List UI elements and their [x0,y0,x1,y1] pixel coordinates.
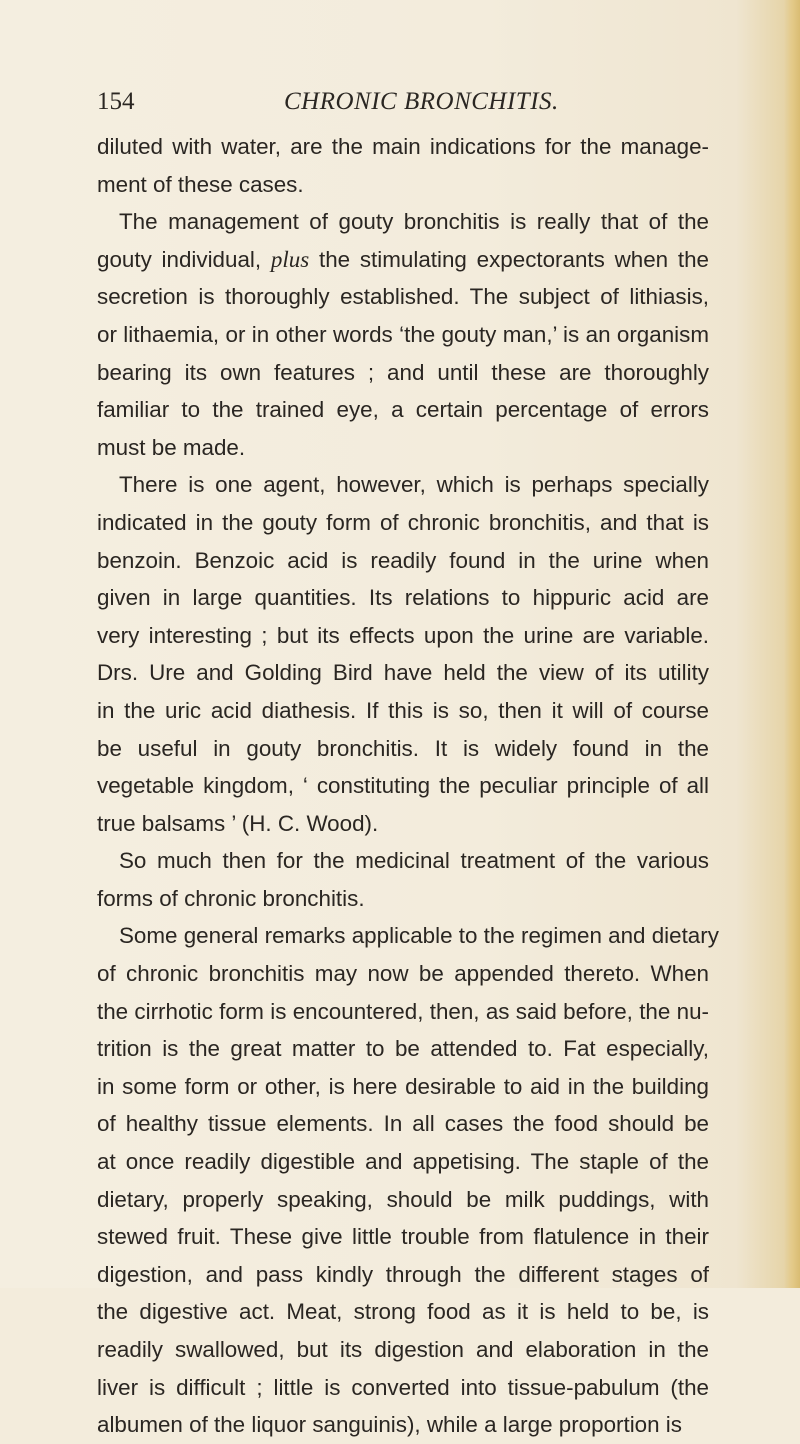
text-line: or lithaemia, or in other words ‘the gouty man,’ is an organism [97,321,709,347]
paragraph-start-line: Some general remarks applicable to the regimen and dietary [119,923,719,949]
page-header [97,88,707,124]
text-line: stewed fruit. These give little trouble from flatulence in their [97,1224,709,1250]
text-line: of healthy tissue elements. In all cases the food should be [97,1111,709,1137]
running-head: CHRONIC BRONCHITIS. [284,88,559,115]
text-line [97,241,709,279]
text-line: trition is the great matter to be attended to. Fat especially, [97,1036,709,1062]
text-line: in the uric acid diathesis. If this is so, then it will of course [97,697,709,723]
text-line: ment of these cases. [97,171,304,197]
text-line: the digestive act. Meat, strong food as it is held to be, is [97,1299,709,1325]
italic-word: plus [270,246,310,272]
text-line: albumen of the liquor sanguinis), while a large proportion is [97,1412,682,1438]
text-line: bearing its own features ; and until these are thoroughly [97,359,709,385]
paragraph-start-line: There is one agent, however, which is perhaps specially [119,472,709,498]
page-edge [784,0,800,1288]
text-line: liver is difficult ; little is converted into tissue-pabulum (the [97,1374,709,1400]
text-line: of chronic bronchitis may now be appended thereto. When [97,961,709,987]
text-line: true balsams ’ (H. C. Wood). [97,810,379,836]
text-segment: the stimulating expectorants when the [318,246,709,272]
text-line: must be made. [97,434,246,460]
page-number: 154 [97,88,135,115]
text-line: given in large quantities. Its relations to hippuric acid are [97,585,709,611]
text-line: the cirrhotic form is encountered, then, as said before, the nu- [97,998,709,1024]
text-line: dietary, properly speaking, should be milk puddings, with [97,1186,709,1212]
text-line: very interesting ; but its effects upon the urine are variable. [97,622,709,648]
text-line: Drs. Ure and Golding Bird have held the view of its utility [97,660,709,686]
text-segment: gouty individual, [97,246,262,272]
text-line: diluted with water, are the main indications for the manage- [97,134,709,159]
body-text [97,128,719,1444]
text-line: forms of chronic bronchitis. [97,885,365,911]
text-line: at once readily digestible and appetising. The staple of the [97,1149,709,1175]
text-line: indicated in the gouty form of chronic bronchitis, and that is [97,509,709,535]
text-line: benzoin. Benzoic acid is readily found in the urine when [97,547,709,573]
text-line: readily swallowed, but its digestion and elaboration in the [97,1337,709,1362]
text-line: vegetable kingdom, ‘ constituting the peculiar principle of all [97,773,709,799]
text-line: familiar to the trained eye, a certain percentage of errors [97,397,709,423]
text-line: secretion is thoroughly established. The subject of lithiasis, [97,284,709,310]
text-line: be useful in gouty bronchitis. It is widely found in the [97,735,709,761]
paragraph-start-line: So much then for the medicinal treatment of the various [119,848,709,874]
paragraph-start-line: The management of gouty bronchitis is really that of the [119,209,709,235]
text-line: digestion, and pass kindly through the different stages of [97,1261,709,1287]
text-line: in some form or other, is here desirable to aid in the building [97,1073,709,1099]
